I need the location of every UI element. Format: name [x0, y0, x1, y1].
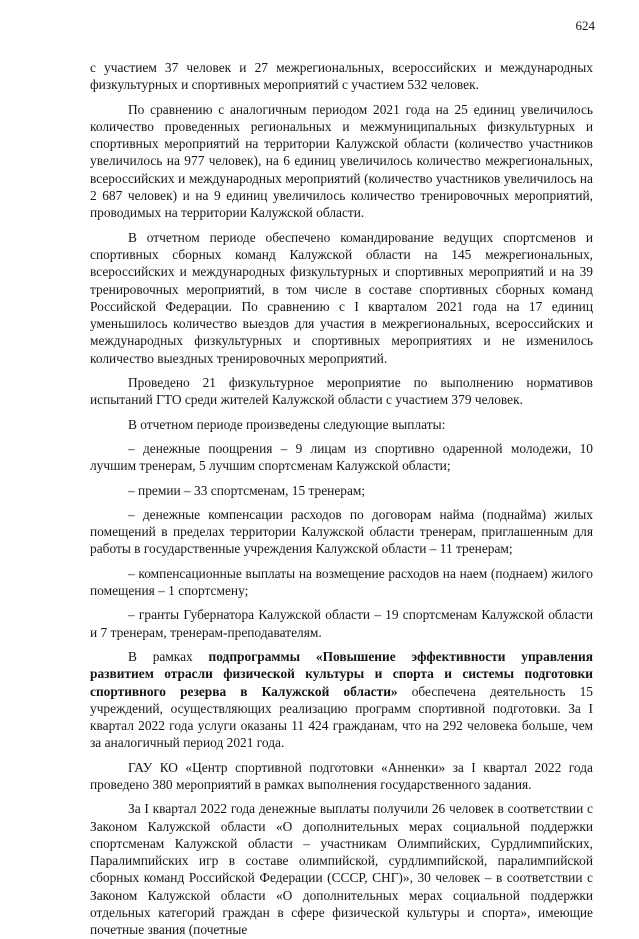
document-body	[90, 59, 593, 939]
paragraph-social-support: За I квартал 2022 года денежные выплаты получили 26 человек в соответствии с Законом Калужской области «О дополнительных мерах социальной поддержки спортсменам Калужской области – участникам Олимпийских, Сурдлимпийских, Паралимпийских игр в составе олимпийской, сурдлимпийской, паралимпийской сборных команд Российской Федерации (СССР, СНГ)», 30 человек – в соответствии с Законом Калужской области «О дополнительных мерах социальной поддержки отдельных категорий граждан в сфере физической культуры и спорта», имеющие почетные звания (почетные	[90, 801, 593, 938]
paragraph-payments-intro: В отчетном периоде произведены следующие выплаты:	[128, 416, 446, 432]
paragraph-delegation: В отчетном периоде обеспечено командирование ведущих спортсменов и спортивных сборных команд Калужской области на 145 межрегиональных, всероссийских и международных физкультурных и спортивных мероприятий и на 39 тренировочных мероприятий, в том числе в составе спортивных сборных команд Российской Федерации. По сравнению с I кварталом 2021 года на 17 единиц уменьшилось количество выездов для участия в межрегиональных, всероссийских и международных физкультурных и спортивных мероприятиях и не изменилось количество выездных тренировочных мероприятий.	[90, 229, 593, 366]
page-number: 624	[575, 18, 595, 33]
paragraph-comparison: По сравнению с аналогичным периодом 2021 года на 25 единиц увеличилось количество проведенных региональных и межмуниципальных физкультурных и спортивных мероприятий на территории Калужской области (количество участников увеличилось на 977 человек), на 6 единиц увеличилось количество межрегиональных, всероссийских и международных мероприятий (количество участников увеличилось на 2 687 человек) и на 9 единиц увеличилось количество тренировочных мероприятий, проводимых на территории Калужской области.	[90, 101, 593, 221]
payment-item-rent-reimbursement: – компенсационные выплаты на возмещение расходов на наем (поднаем) жилого помещения – 1 спортсмену;	[90, 565, 593, 599]
payment-item-bonuses: – премии – 33 спортсменам, 15 тренерам;	[128, 482, 366, 498]
paragraph-subprogram	[90, 648, 593, 752]
subprogram-text: обеспечена деятельность 15 учреждений, осуществляющих реализацию программ спортивной подготовки. За I квартал 2022 года услуги оказаны 11 424 гражданам, что на 292 человека больше, чем за аналогичный период 2021 года.	[90, 683, 593, 751]
paragraph-continuation: с участием 37 человек и 27 межрегиональных, всероссийских и международных физкультурных и спортивных мероприятий с участием 532 человек.	[90, 60, 593, 93]
paragraph-gto: Проведено 21 физкультурное мероприятие по выполнению нормативов испытаний ГТО среди жителей Калужской области с участием 379 человек.	[90, 375, 593, 408]
payment-item-governor-grants: – гранты Губернатора Калужской области – 19 спортсменам Калужской области и 7 тренерам, тренерам-преподавателям.	[90, 607, 593, 640]
paragraph-annenki-center: ГАУ КО «Центр спортивной подготовки «Анненки» за I квартал 2022 года проведено 380 мероприятий в рамках выполнения государственного задания.	[90, 759, 593, 792]
subprogram-prefix: В рамках	[128, 648, 209, 664]
payment-item-housing-compensation: – денежные компенсации расходов по договорам найма (поднайма) жилых помещений в пределах территории Калужской области тренерам, приглашенным для работы в государственные учреждения Калужской области – 11 тренерам;	[90, 506, 593, 557]
payment-item-rewards: – денежные поощрения – 9 лицам из спортивно одаренной молодежи, 10 лучшим тренерам, 5 лучшим спортсменам Калужской области;	[90, 440, 593, 474]
subprogram-title: подпрограммы «Повышение эффективности управления развитием отрасли физической культуры и спорта и системы подготовки спортивного резерва в Калужской области»	[90, 648, 593, 699]
